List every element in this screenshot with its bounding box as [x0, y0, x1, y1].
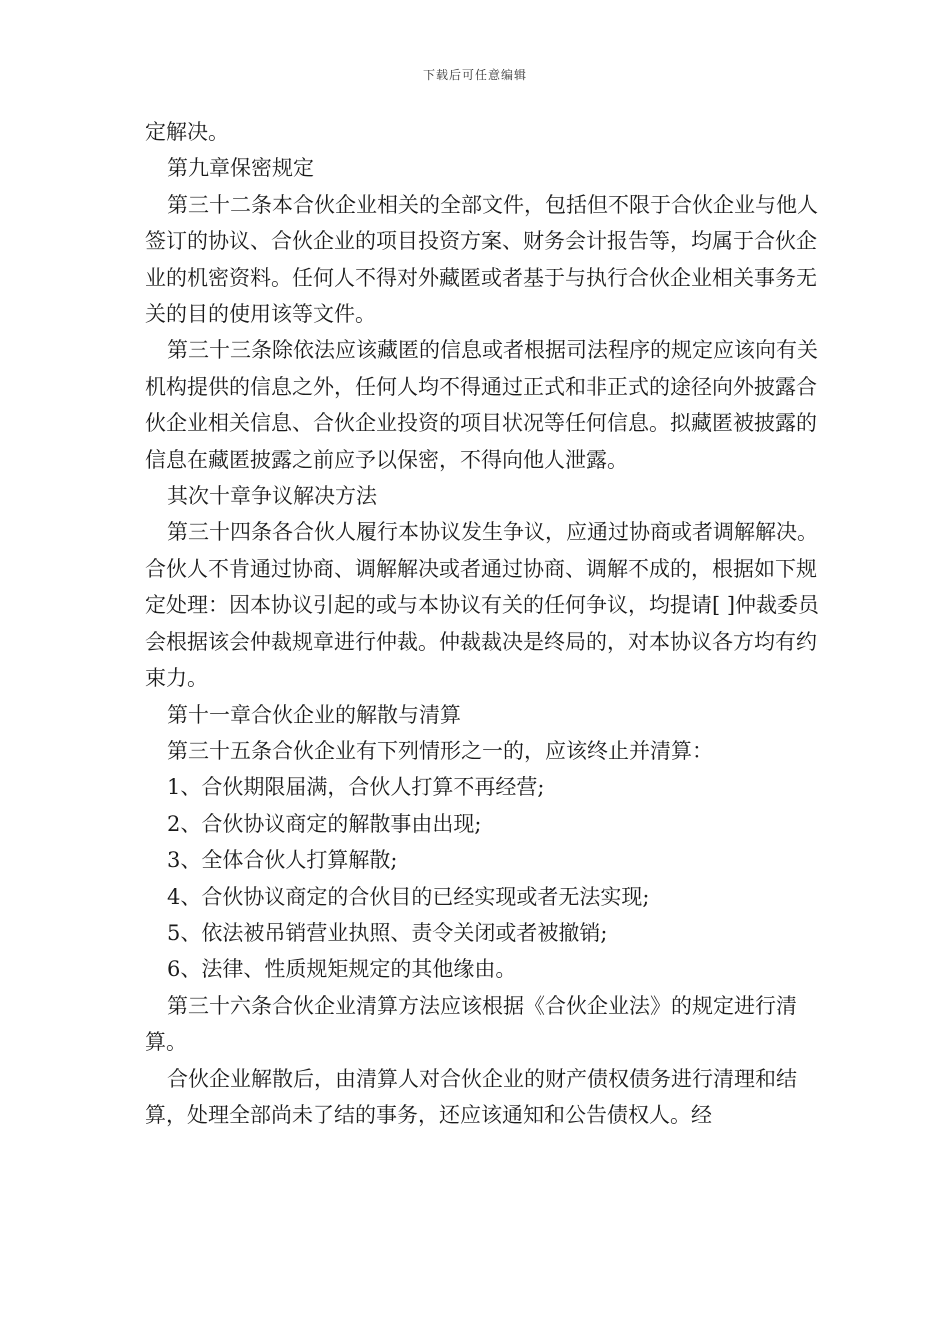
- chapter-heading: 第十一章合伙企业的解散与清算: [167, 702, 461, 727]
- header-note: 下载后可任意编辑: [422, 68, 527, 82]
- list-item: 5、依法被吊销营业执照、责令关闭或者被撤销;: [167, 920, 608, 945]
- article-paragraph: 第三十三条除依法应该藏匿的信息或者根据司法程序的规定应该向有关机构提供的信息之外，任何人均不得通过正式和非正式的途径向外披露合伙企业相关信息、合伙企业投资的项目状况等任何信息。拟藏匿被披露的信息在藏匿披露之前应予以保密，不得向他人泄露。: [145, 338, 818, 472]
- document-body: [145, 114, 825, 1133]
- article-paragraph: 第三十五条合伙企业有下列情形之一的，应该终止并清算：: [167, 738, 713, 763]
- article-paragraph: 合伙企业解散后，由清算人对合伙企业的财产债权债务进行清理和结算，处理全部尚未了结的事务，还应该通知和公告债权人。经: [145, 1066, 797, 1127]
- chapter-heading: 其次十章争议解决方法: [167, 484, 377, 509]
- list-item: 4、合伙协议商定的合伙目的已经实现或者无法实现;: [167, 884, 650, 909]
- article-paragraph: 第三十六条合伙企业清算方法应该根据《合伙企业法》的规定进行清算。: [145, 993, 797, 1055]
- list-item: 2、合伙协议商定的解散事由出现;: [167, 811, 482, 836]
- list-item: 6、法律、性质规矩规定的其他缘由。: [167, 957, 517, 982]
- list-item: 1、合伙期限届满，合伙人打算不再经营;: [167, 775, 545, 800]
- list-item: 3、全体合伙人打算解散;: [167, 848, 398, 873]
- continuation-text: 定解决。: [145, 120, 229, 144]
- article-paragraph: 第三十二条本合伙企业相关的全部文件，包括但不限于合伙企业与他人签订的协议、合伙企业的项目投资方案、财务会计报告等，均属于合伙企业的机密资料。任何人不得对外藏匿或者基于与执行合伙企业相关事务无关的目的使用该等文件。: [145, 192, 818, 327]
- chapter-heading: 第九章保密规定: [167, 156, 314, 181]
- article-paragraph: 第三十四条各合伙人履行本协议发生争议，应通过协商或者调解解决。合伙人不肯通过协商、调解解决或者通过协商、调解不成的，根据如下规定处理：因本协议引起的或与本协议有关的任何争议，均提请[ ]仲裁委员会根据该会仲裁规章进行仲裁。仲裁裁决是终局的，对本协议各方均有约束力。: [145, 520, 820, 691]
